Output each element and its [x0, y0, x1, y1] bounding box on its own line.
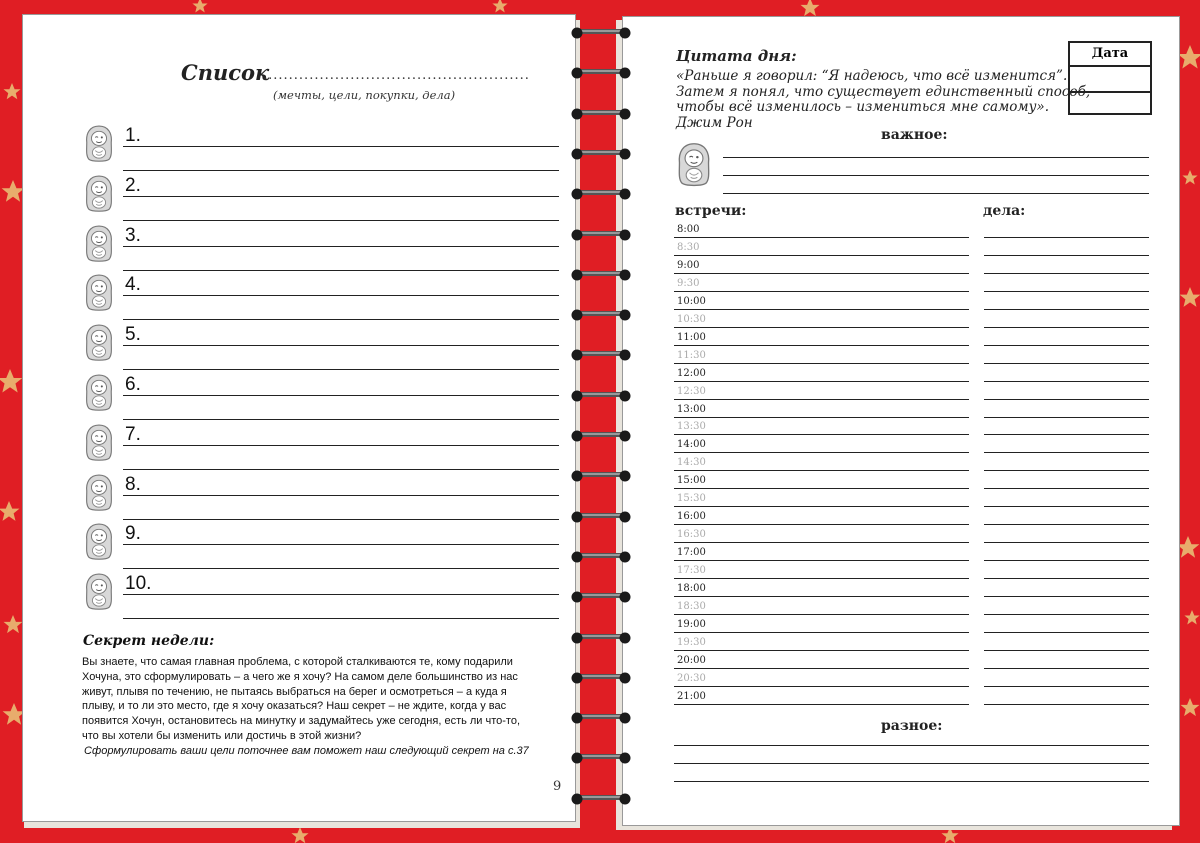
spiral-ring-icon — [570, 107, 632, 121]
list-item-number: 1. — [125, 125, 141, 146]
meeting-line[interactable] — [674, 434, 969, 435]
important-line[interactable] — [723, 175, 1149, 176]
meeting-line[interactable] — [674, 237, 969, 238]
doll-icon — [83, 472, 115, 518]
secret-line: Вы знаете, что самая главная проблема, с которой сталкиваются те, кому подарили — [82, 656, 513, 668]
task-line[interactable] — [984, 452, 1149, 453]
task-line[interactable] — [984, 273, 1149, 274]
task-line[interactable] — [984, 506, 1149, 507]
task-line[interactable] — [984, 686, 1149, 687]
spiral-ring-icon — [570, 671, 632, 685]
important-line[interactable] — [723, 157, 1149, 158]
time-slot-label: 19:00 — [677, 618, 706, 630]
secret-line: появится Хочун, остановитесь на минутку и задумайтесь уже сегодня, есть ли что-то, — [82, 715, 521, 728]
time-slot-label: 13:30 — [677, 421, 706, 433]
list-item-line-secondary[interactable] — [123, 220, 559, 221]
secret-heading: Секрет недели: — [83, 633, 215, 649]
meeting-line[interactable] — [674, 596, 969, 597]
meeting-line[interactable] — [674, 524, 969, 525]
meeting-line[interactable] — [674, 578, 969, 579]
spiral-ring-icon — [570, 348, 632, 362]
doll-icon — [83, 223, 115, 269]
list-item-number: 6. — [125, 374, 141, 395]
meeting-line[interactable] — [674, 363, 969, 364]
list-subtitle: (мечты, цели, покупки, дела) — [273, 88, 456, 102]
time-slot-label: 8:00 — [677, 224, 700, 235]
meeting-line[interactable] — [674, 327, 969, 328]
list-item-number: 5. — [125, 324, 141, 346]
secret-line: Хочуна, это сформулировать – а чего же я хочу? На самом деле большинство из нас — [82, 670, 518, 683]
list-item-line-secondary[interactable] — [123, 270, 559, 271]
spiral-ring-icon — [570, 751, 632, 765]
quote-author: Джим Рон — [676, 114, 753, 131]
task-line[interactable] — [984, 560, 1149, 561]
list-item-line[interactable] — [123, 345, 559, 346]
list-title-dots: .................................................... — [263, 68, 530, 83]
meeting-line[interactable] — [674, 668, 969, 669]
meeting-line[interactable] — [674, 470, 969, 471]
misc-line[interactable] — [674, 745, 1149, 746]
time-slot-label: 13:00 — [677, 403, 706, 415]
list-item-line-secondary[interactable] — [123, 419, 559, 420]
tasks-label: дела: — [983, 203, 1026, 219]
time-slot-label: 14:00 — [677, 439, 706, 451]
task-line[interactable] — [984, 291, 1149, 292]
doll-icon — [83, 272, 115, 318]
time-slot-label: 17:00 — [677, 547, 706, 559]
task-line[interactable] — [984, 327, 1149, 328]
meeting-line[interactable] — [674, 506, 969, 507]
task-line[interactable] — [984, 345, 1149, 346]
meeting-line[interactable] — [674, 488, 969, 489]
time-slot-label: 15:00 — [677, 475, 706, 487]
list-item-line[interactable] — [123, 495, 559, 496]
spiral-ring-icon — [570, 187, 632, 201]
meeting-line[interactable] — [674, 309, 969, 310]
task-line[interactable] — [984, 596, 1149, 597]
doll-icon — [675, 139, 713, 195]
list-item-number: 3. — [125, 224, 141, 246]
spiral-ring-icon — [570, 631, 632, 645]
secret-line: что вы хотели бы изменить или достичь в этой жизни? — [82, 729, 362, 742]
list-item-line-secondary[interactable] — [123, 369, 559, 370]
date-box[interactable] — [1068, 41, 1152, 115]
task-line[interactable] — [984, 578, 1149, 579]
list-item-number: 8. — [125, 473, 141, 495]
task-line[interactable] — [984, 542, 1149, 543]
spiral-ring-icon — [570, 429, 632, 443]
time-slot-label: 9:00 — [677, 259, 700, 271]
list-item-number: 7. — [125, 423, 141, 445]
date-label: Дата — [1070, 43, 1150, 67]
meeting-line[interactable] — [674, 650, 969, 651]
meeting-line[interactable] — [674, 345, 969, 346]
list-item-number: 4. — [125, 274, 141, 296]
time-slot-label: 18:00 — [677, 583, 706, 594]
doll-icon — [83, 322, 115, 368]
time-slot-label: 14:30 — [677, 457, 706, 469]
misc-line[interactable] — [674, 781, 1149, 782]
quote-heading: Цитата дня: — [676, 47, 797, 65]
list-item-line-secondary[interactable] — [123, 469, 559, 470]
spiral-ring-icon — [570, 792, 632, 806]
doll-icon — [83, 123, 115, 169]
meeting-line[interactable] — [674, 704, 969, 705]
list-item-line[interactable] — [123, 395, 559, 396]
secret-footer: Сформулировать ваши цели поточнее вам поможет наш следующий секрет на с.37 — [84, 745, 529, 757]
important-line[interactable] — [723, 193, 1149, 194]
task-line[interactable] — [984, 470, 1149, 471]
spiral-ring-icon — [570, 268, 632, 282]
task-line[interactable] — [984, 399, 1149, 400]
task-line[interactable] — [984, 255, 1149, 256]
list-item-number: 2. — [125, 174, 141, 196]
time-slot-label: 12:00 — [677, 367, 706, 379]
time-slot-label: 11:30 — [677, 349, 706, 361]
doll-icon — [83, 571, 115, 617]
spiral-ring-icon — [570, 308, 632, 322]
meeting-line[interactable] — [674, 255, 969, 256]
quote-line: чтобы всё изменилось – измениться мне самому». — [676, 99, 1049, 115]
meeting-line[interactable] — [674, 542, 969, 543]
meeting-line[interactable] — [674, 399, 969, 400]
meeting-line[interactable] — [674, 686, 969, 687]
spiral-ring-icon — [570, 228, 632, 242]
meeting-line[interactable] — [674, 291, 969, 292]
doll-icon — [83, 521, 115, 567]
list-item-line[interactable] — [123, 196, 559, 197]
meeting-line[interactable] — [674, 417, 969, 418]
list-item-line-secondary[interactable] — [123, 568, 559, 569]
list-item-line-secondary[interactable] — [123, 618, 559, 619]
quote-line: Затем я понял, что существует единственный способ, — [676, 83, 1091, 100]
list-item-line[interactable] — [123, 146, 559, 147]
quote-text — [676, 69, 1090, 131]
task-line[interactable] — [984, 650, 1149, 651]
doll-icon — [83, 422, 115, 468]
doll-icon — [83, 173, 115, 219]
time-slot-label: 9:30 — [677, 277, 700, 289]
secret-line: плыву, и то ли это место, где я хочу оказаться? Наш секрет – не ждите, когда у вас — [82, 700, 507, 713]
task-line[interactable] — [984, 668, 1149, 669]
spiral-ring-icon — [570, 389, 632, 403]
task-line[interactable] — [984, 363, 1149, 364]
task-line[interactable] — [984, 237, 1149, 238]
task-line[interactable] — [984, 309, 1149, 310]
spiral-ring-icon — [570, 147, 632, 161]
list-item-line[interactable] — [123, 544, 559, 545]
list-item-line[interactable] — [123, 445, 559, 446]
task-line[interactable] — [984, 524, 1149, 525]
quote-line: «Раньше я говорил: “Я надеюсь, что всё изменится”. — [676, 68, 1068, 84]
task-line[interactable] — [984, 614, 1149, 615]
list-item-line-secondary[interactable] — [123, 170, 559, 171]
spiral-ring-icon — [570, 469, 632, 483]
right-page — [622, 16, 1180, 826]
time-slot-label: 10:30 — [677, 313, 706, 325]
task-line[interactable] — [984, 417, 1149, 418]
spiral-ring-icon — [570, 510, 632, 524]
meeting-line[interactable] — [674, 632, 969, 633]
task-line[interactable] — [984, 488, 1149, 489]
time-slot-label: 16:30 — [677, 529, 706, 541]
doll-icon — [83, 372, 115, 418]
list-item-line-secondary[interactable] — [123, 319, 559, 320]
task-line[interactable] — [984, 704, 1149, 705]
important-label: важное: — [881, 127, 948, 143]
left-page — [22, 14, 576, 822]
meeting-line[interactable] — [674, 273, 969, 274]
time-slot-label: 19:30 — [677, 636, 706, 648]
list-item-number: 10. — [125, 573, 152, 595]
meeting-line[interactable] — [674, 560, 969, 561]
list-item-line[interactable] — [123, 295, 559, 296]
time-slot-label: 20:30 — [677, 672, 706, 684]
meeting-line[interactable] — [674, 452, 969, 453]
time-slot-label: 17:30 — [677, 565, 706, 577]
time-slot-label: 12:30 — [677, 385, 706, 397]
task-line[interactable] — [984, 381, 1149, 382]
list-title: Список — [181, 60, 270, 85]
time-slot-label: 20:00 — [677, 654, 706, 666]
time-slot-label: 15:30 — [677, 493, 706, 505]
spiral-ring-icon — [570, 26, 632, 40]
time-slot-label: 16:00 — [677, 511, 706, 523]
time-slot-label: 21:00 — [677, 690, 706, 702]
secret-body — [82, 655, 572, 744]
task-line[interactable] — [984, 434, 1149, 435]
spiral-ring-icon — [570, 711, 632, 725]
list-item-line[interactable] — [123, 594, 559, 595]
time-slot-label: 11:00 — [677, 331, 706, 343]
time-slot-label: 10:00 — [677, 295, 706, 307]
misc-line[interactable] — [674, 763, 1149, 764]
task-line[interactable] — [984, 632, 1149, 633]
list-item-line-secondary[interactable] — [123, 519, 559, 520]
misc-label: разное: — [881, 718, 943, 734]
meeting-line[interactable] — [674, 381, 969, 382]
spiral-ring-icon — [570, 66, 632, 80]
time-slot-label: 18:30 — [677, 600, 706, 612]
meeting-line[interactable] — [674, 614, 969, 615]
date-box-divider — [1070, 91, 1150, 93]
secret-line: живут, плывя по течению, не пытаясь выбраться на берег и осмотреться – а куда я — [82, 685, 507, 698]
meetings-label: встречи: — [675, 203, 747, 219]
time-slot-label: 8:30 — [677, 241, 700, 253]
spiral-ring-icon — [570, 550, 632, 564]
list-item-number: 9. — [125, 523, 141, 545]
list-item-line[interactable] — [123, 246, 559, 247]
page-number: 9 — [553, 779, 562, 794]
spiral-ring-icon — [570, 590, 632, 604]
